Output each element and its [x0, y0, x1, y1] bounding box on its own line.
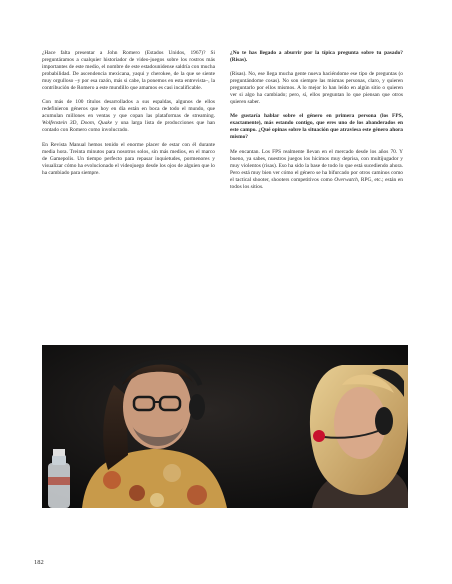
answer-2: [230, 149, 403, 191]
question-1: ¿No te has llegado a aburrir por la típica pregunta sobre tu pasado? (Risas).: [230, 50, 403, 64]
answer-2-end: , RPG, etc.; están en todos los sitios.: [230, 176, 403, 190]
intro-paragraph: ¿Hace falta presentar a John Romero (Estados Unidos, 1967)? Si preguntáramos a cualquier historiador de video-juegos sobre los rostros más importantes de este medio, el nombre de este estadounidense saldría con mucha probabilidad. De ascendencia mexicana, yaqui y cherokee, de la que se siente muy orgulloso –y por esa razón, más si cabe, la ponemos en esta entrevista–, la contribución de Romero a este mundillo que amamos es casi incalificable.: [42, 50, 215, 92]
woman-figure: [310, 365, 408, 508]
interview-context-paragraph: En Revista Manual hemos tenido el enorme placer de estar con él durante media hora. Treinta minutos para nosotros solos, sin más medios, en el marco de Gamepolis. Un tiempo perfecto para repasar inquietudes, pormenores y visualizar cómo ha evolucionado el videojuego desde los ojos de alguien que lo ha cambiado para siempre.: [42, 141, 215, 176]
interview-photo: [42, 345, 408, 508]
microphone-red-foam: [313, 430, 325, 442]
right-column: [230, 50, 403, 198]
answer-2-title: Overwatch: [334, 176, 358, 183]
photo-illustration: [42, 345, 408, 508]
career-text-end: y una larga lista de producciones que han contado con Romero como involucrado.: [42, 120, 215, 134]
career-text-start: Con más de 100 títulos desarrollados a sus espaldas, algunos de ellos redefinieron géneros que hoy en día están en boca de todo el mundo, que acumulan millones en ventas y que copan las plataformas de streaming.: [42, 99, 215, 120]
page-number: 182: [34, 559, 44, 566]
left-column: [42, 50, 215, 184]
answer-1: (Risas). No, ese llega mucha gente nueva haciéndome ese tipo de preguntas (o preguntándome cosas). No son siempre las mismas personas, claro, y quieren preguntarlo por ellos mismos. A lo mejor lo han leído en algún sitio o quieren ver si algo ha cambiado; pero, sí, ellos preguntan lo que piensan que otros quieren saber.: [230, 71, 403, 106]
answer-2-start: Me encantan. Los FPS realmente llevan en el mercado desde los años 70. Y bueno, ya sabes, nuestros juegos los hicimos muy deprisa, con multijugador y muy violentos (risas). Eso ha sido la base de todo lo que está sucediendo ahora. Pero está muy bien ver cómo el género se ha bifurcado por otros caminos como el tactical shooter, shooters competitivos como: [230, 148, 403, 183]
question-2: Me gustaría hablar sobre el género en primera persona (los FPS, exactamente), más estando contigo, que eres uno de los abanderados en este campo. ¿Qué opinas sobre la situación que atraviesa este género ahora mismo?: [230, 113, 403, 141]
headset-earcup: [189, 394, 205, 420]
game-titles: Wolfenstein 3D, Doom, Quake: [42, 120, 113, 127]
career-paragraph: [42, 99, 215, 134]
